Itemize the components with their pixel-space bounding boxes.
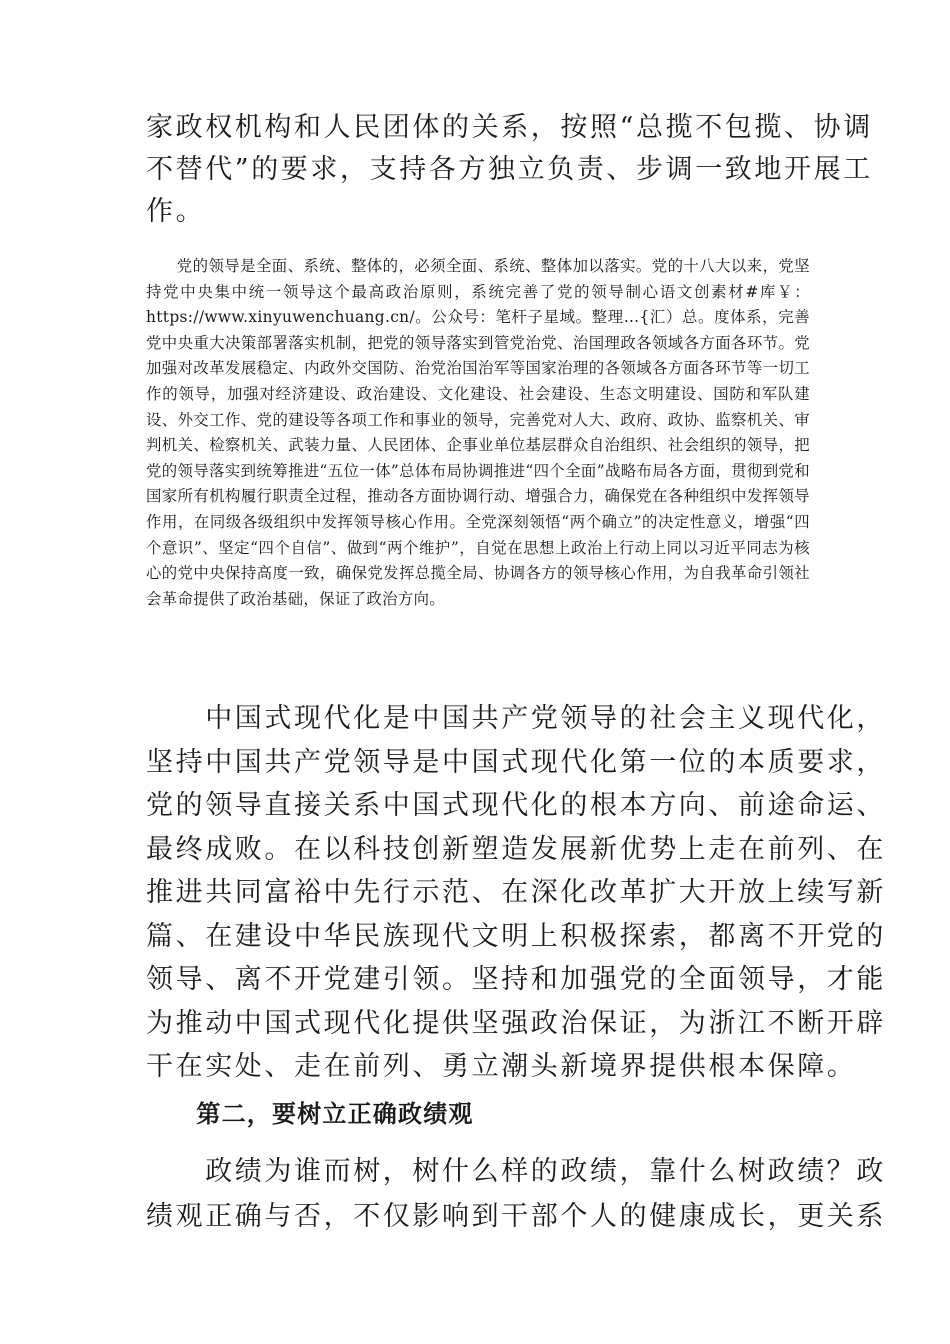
paragraph-party-leadership: 党的领导是全面、系统、整体的，必须全面、系统、整体加以落实。党的十八大以来，党坚持党中央集中统一领导这个最高政治原则，系统完善了党的领导制心语文创素材#库￥：https://www.xinyuwenchuang.cn/。公众号：笔杆子星域。整理…{汇）总。度体系，完善党中央重大决策部署落实机制，把党的领导落实到管党治党、治国理政各领域各方面各环节。党加强对改革发展稳定、内政外交国防、治党治国治军等国家治理的各领域各方面各环节等一切工作的领导，加强对经济建设、政治建设、文化建设、社会建设、生态文明建设、国防和军队建设、外交工作、党的建设等各项工作和事业的领导，完善党对人大、政府、政协、监察机关、审判机关、检察机关、武装力量、人民团体、企事业单位基层群众自治组织、社会组织的领导，把党的领导落实到统筹推进“五位一体”总体布局协调推进“四个全面”战略布局各方面，贯彻到党和国家所有机构履行职责全过程，推动各方面协调行动、增强合力，确保党在各种组织中发挥领导作用，在同级各级组织中发挥领导核心作用。全党深刻领悟“两个确立”的决定性意义，增强“四个意识”、坚定“四个自信”、做到“两个维护”，自觉在思想上政治上行动上同以习近平同志为核心的党中央保持高度一致，确保党发挥总揽全局、协调各方的领导核心作用，为自我革命引领社会革命提供了政治基础，保证了政治方向。 <box>146 257 810 608</box>
text-line: 推进共同富裕中先行示范、在深化改革扩大开放上续写新 <box>146 877 886 908</box>
text-line: 不替代”的要求，支持各方独立负责、步调一致地开展工 <box>146 154 873 185</box>
text-line: 党的领导直接关系中国式现代化的根本方向、前途命运、 <box>146 790 886 821</box>
paragraph-performance-view <box>146 1149 886 1239</box>
text-line: 绩观正确与否，不仅影响到干部个人的健康成长，更关系 <box>146 1201 886 1232</box>
text-line: 为推动中国式现代化提供坚强政治保证，为浙江不断开辟 <box>146 1007 886 1039</box>
text-line: 最终成败。在以科技创新塑造发展新优势上走在前列、在 <box>146 833 886 865</box>
text-line: 作。 <box>146 196 206 227</box>
text-line: 政绩为谁而树，树什么样的政绩，靠什么树政绩？政 <box>146 1156 886 1187</box>
paragraph-chinese-modernization <box>146 697 886 1089</box>
text-line: 中国式现代化是中国共产党领导的社会主义现代化， <box>146 703 886 734</box>
section-heading: 第二，要树立正确政绩观 <box>146 1099 474 1128</box>
text-line: 篇、在建设中华民族现代文明上积极探索，都离不开党的 <box>146 920 886 952</box>
text-line: 家政权机构和人民团体的关系，按照“总揽不包揽、协调 <box>146 112 873 143</box>
paragraph-continuation <box>146 107 873 233</box>
text-line: 领导、离不开党建引领。坚持和加强党的全面领导，才能 <box>146 964 886 995</box>
text-line: 坚持中国共产党领导是中国式现代化第一位的本质要求， <box>146 746 886 778</box>
text-line: 干在实处、走在前列、勇立潮头新境界提供根本保障。 <box>146 1051 857 1082</box>
